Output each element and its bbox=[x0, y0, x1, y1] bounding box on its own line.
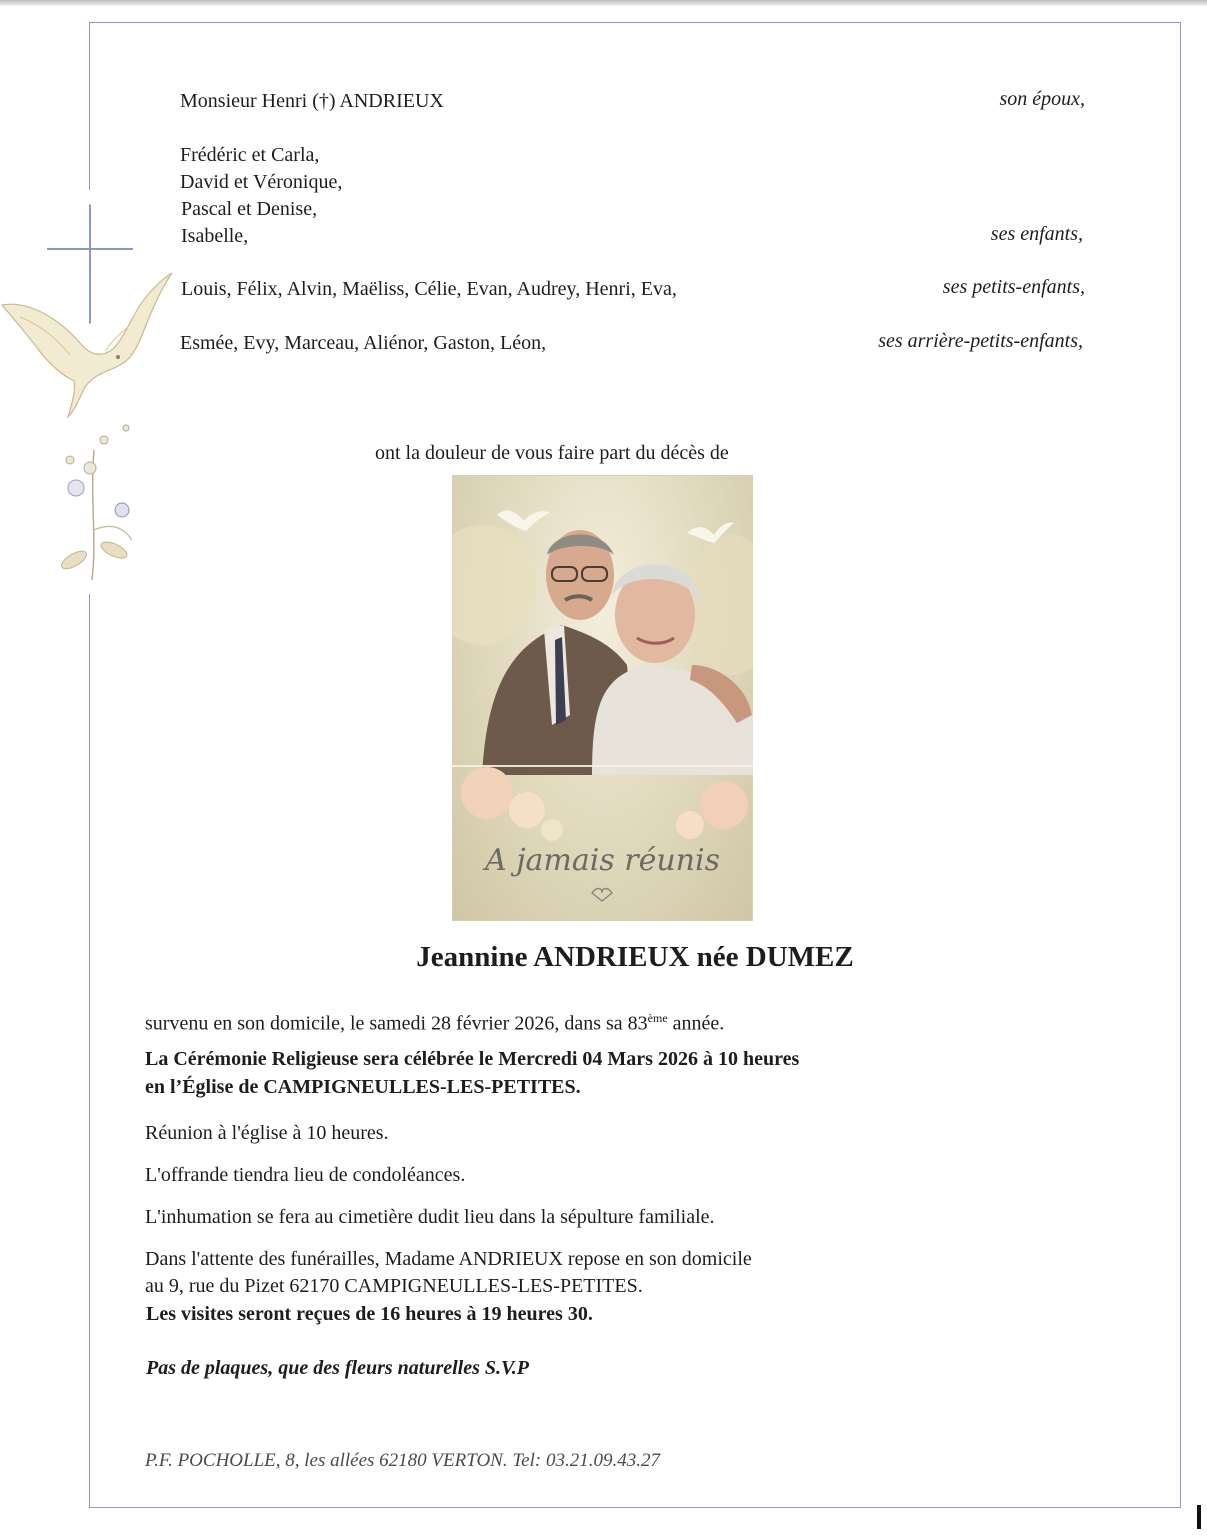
photo-caption: A jamais réunis bbox=[485, 843, 720, 878]
memorial-photo bbox=[452, 475, 753, 921]
ordinal-suffix: ème bbox=[647, 1011, 668, 1025]
death-details bbox=[145, 1006, 724, 1036]
child-3: Pascal et Denise, bbox=[181, 198, 318, 220]
funeral-home-footer: P.F. POCHOLLE, 8, les allées 62180 VERTON. Tel: 03.21.09.43.27 bbox=[145, 1450, 660, 1471]
flowers-note: Pas de plaques, que des fleurs naturelles S.V.P bbox=[146, 1357, 529, 1379]
offering-text: L'offrande tiendra lieu de condoléances. bbox=[145, 1164, 466, 1186]
cross-bar bbox=[47, 248, 133, 250]
ceremony-line-2: en l’Église de CAMPIGNEULLES-LES-PETITES. bbox=[145, 1076, 581, 1098]
child-4: Isabelle, bbox=[181, 225, 249, 247]
deceased-name: Jeannine ANDRIEUX née DUMEZ bbox=[416, 941, 854, 973]
scan-top-band bbox=[0, 0, 1207, 6]
children-role: ses enfants, bbox=[990, 223, 1083, 245]
child-2: David et Véronique, bbox=[180, 171, 343, 193]
wake-visits: Les visites seront reçues de 16 heures à 19 heures 30. bbox=[146, 1303, 593, 1325]
child-1: Frédéric et Carla, bbox=[180, 144, 320, 166]
flower-branch-icon bbox=[52, 410, 142, 585]
frame-gap-top bbox=[86, 190, 94, 204]
burial-text: L'inhumation se fera au cimetière dudit lieu dans la sépulture familiale. bbox=[145, 1206, 715, 1228]
death-text: survenu en son domicile, le samedi 28 février 2026, dans sa 83 bbox=[145, 1012, 648, 1035]
wake-line-1: Dans l'attente des funérailles, Madame ANDRIEUX repose en son domicile bbox=[145, 1248, 752, 1270]
heart-icon bbox=[592, 889, 612, 902]
grandchildren-names: Louis, Félix, Alvin, Maëliss, Célie, Evan, Audrey, Henri, Eva, bbox=[181, 278, 677, 300]
small-dove-left bbox=[497, 510, 550, 531]
spouse-name: Monsieur Henri (†) ANDRIEUX bbox=[180, 90, 444, 112]
scan-mark bbox=[1197, 1505, 1201, 1529]
ceremony-line-1: La Cérémonie Religieuse sera célébrée le Mercredi 04 Mars 2026 à 10 heures bbox=[145, 1048, 800, 1070]
spouse-role: son époux, bbox=[999, 88, 1085, 110]
wake-line-2: au 9, rue du Pizet 62170 CAMPIGNEULLES-LES-PETITES. bbox=[145, 1275, 643, 1297]
meeting-text: Réunion à l'église à 10 heures. bbox=[145, 1122, 389, 1144]
great-grandchildren-names: Esmée, Evy, Marceau, Aliénor, Gaston, Léon, bbox=[180, 332, 547, 354]
announcement-text: ont la douleur de vous faire part du décès de bbox=[375, 442, 729, 464]
great-grandchildren-role: ses arrière-petits-enfants, bbox=[878, 330, 1083, 352]
grandchildren-role: ses petits-enfants, bbox=[942, 276, 1085, 298]
death-text-end: année. bbox=[667, 1012, 725, 1035]
